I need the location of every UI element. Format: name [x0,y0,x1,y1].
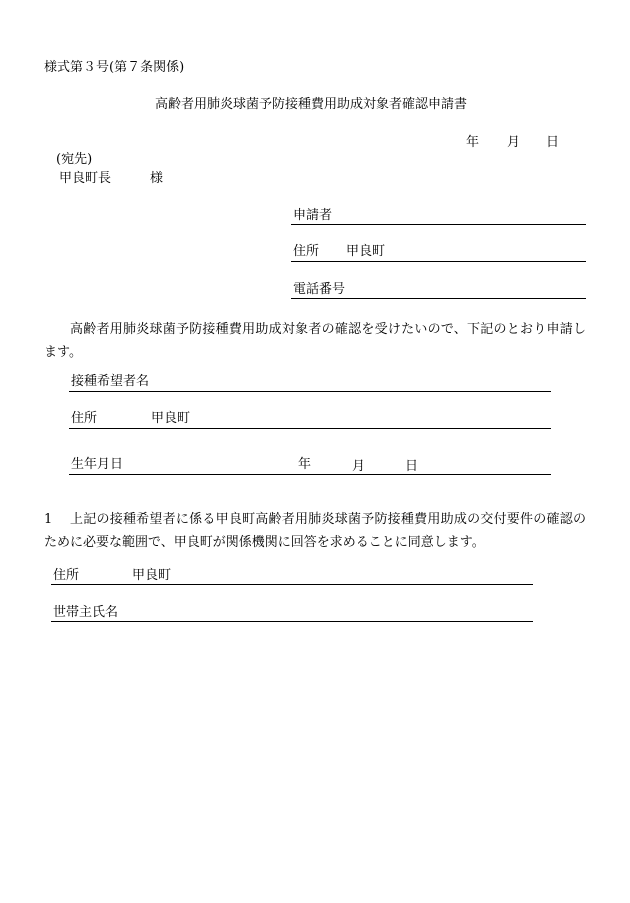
applicant-address-line[interactable] [291,261,586,262]
addressee-honorific: 様 [150,171,164,186]
household-head-line[interactable] [51,621,533,622]
addressee-name: 甲良町長 [59,171,112,186]
vaccinee-birthdate-line[interactable] [69,474,551,475]
vaccinee-birthdate-label: 生年月日 [71,457,124,472]
applicant-label: 申請者 [293,208,333,223]
consent-paragraph: 上記の接種希望者に係る甲良町高齢者用肺炎球菌予防接種費用助成の交付要件の確認のために必要な範囲で、甲良町が関係機関に回答を求めることに同意します。 [44,512,586,550]
vaccinee-birth-year-label: 年 [298,457,312,472]
vaccinee-name-line[interactable] [69,391,551,392]
request-paragraph: 高齢者用肺炎球菌予防接種費用助成対象者の確認を受けたいので、下記のとおり申請します。 [44,322,586,360]
date-month-label: 月 [507,135,521,150]
household-address-line[interactable] [51,584,533,585]
applicant-address-label: 住所 [293,244,320,259]
applicant-name-line[interactable] [291,224,586,225]
vaccinee-birth-month-label: 月 [352,459,366,474]
applicant-address-value: 甲良町 [346,244,386,259]
household-address-label: 住所 [53,568,80,583]
vaccinee-address-label: 住所 [71,411,98,426]
consent-item-number: 1 [44,512,53,527]
vaccinee-address-line[interactable] [69,428,551,429]
vaccinee-birth-day-label: 日 [405,459,419,474]
applicant-phone-label: 電話番号 [293,282,346,297]
date-day-label: 日 [546,135,560,150]
vaccinee-address-value: 甲良町 [151,411,191,426]
household-address-value: 甲良町 [132,568,172,583]
vaccinee-name-label: 接種希望者名 [71,374,150,389]
applicant-phone-line[interactable] [291,298,586,299]
addressee-prefix: (宛先) [56,152,93,167]
date-year-label: 年 [466,135,480,150]
household-head-label: 世帯主氏名 [53,605,119,620]
document-title: 高齢者用肺炎球菌予防接種費用助成対象者確認申請書 [155,97,468,112]
form-number: 様式第３号(第７条関係) [44,60,185,75]
